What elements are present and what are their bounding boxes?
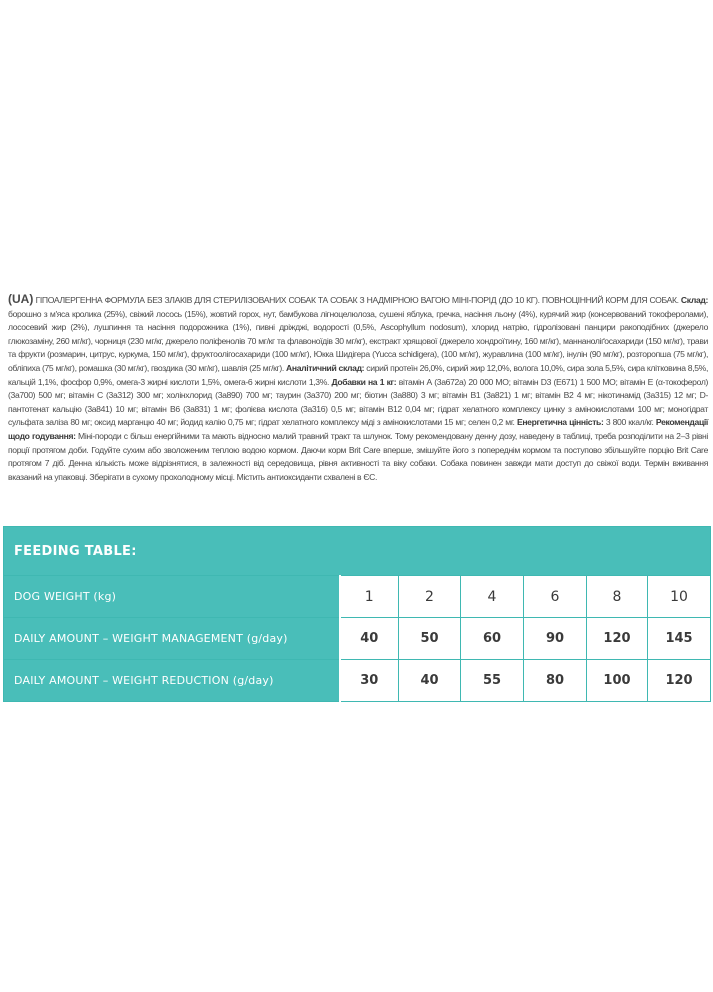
table-title: FEEDING TABLE: xyxy=(4,527,711,576)
product-title-text: ГІПОАЛЕРГЕННА ФОРМУЛА БЕЗ ЗЛАКІВ ДЛЯ СТЕРИЛІЗОВАНИХ СОБАК ТА СОБАК З НАДМІРНОЮ ВАГОЮ МІНІ-ПОРІД (ДО 10 КГ). ПОВНОЦІННИЙ КОРМ ДЛЯ СОБАК. xyxy=(33,295,681,305)
table-cell: 8 xyxy=(587,576,648,618)
table-cell: 40 xyxy=(399,660,461,702)
feeding-table xyxy=(3,526,711,702)
table-cell: 40 xyxy=(340,618,399,660)
table-cell: 30 xyxy=(340,660,399,702)
table-cell: 1 xyxy=(340,576,399,618)
table-row xyxy=(4,660,711,702)
table-cell: 90 xyxy=(524,618,587,660)
table-title-row xyxy=(4,527,711,576)
row-label: DOG WEIGHT (kg) xyxy=(4,576,340,618)
product-description xyxy=(8,293,708,484)
table-row xyxy=(4,576,711,618)
table-cell: 6 xyxy=(524,576,587,618)
table-cell: 60 xyxy=(461,618,524,660)
additives-label: Добавки на 1 кг: xyxy=(331,376,397,387)
table-row xyxy=(4,618,711,660)
table-cell: 50 xyxy=(399,618,461,660)
analysis-label: Аналітичний склад: xyxy=(286,362,365,373)
table-cell: 120 xyxy=(587,618,648,660)
table-cell: 55 xyxy=(461,660,524,702)
feeding-label: Рекомендації щодо годування: xyxy=(8,417,708,441)
row-label: DAILY AMOUNT – WEIGHT REDUCTION (g/day) xyxy=(4,660,340,702)
energy-label: Енергетична цінність: xyxy=(516,417,604,428)
row-label: DAILY AMOUNT – WEIGHT MANAGEMENT (g/day) xyxy=(4,618,340,660)
analysis-text: сирий протеїн 26,0%, сирий жир 12,0%, волога 10,0%, сира зола 5,5%, сира клітковина 8,5%, кальцій 1,1%, фосфор 0,9%, омега-3 жирні кислоти 1,5%, омега-6 жирні кислоти 1,3%. xyxy=(8,362,708,387)
table-cell: 80 xyxy=(524,660,587,702)
table-cell: 10 xyxy=(648,576,711,618)
table-cell: 4 xyxy=(461,576,524,618)
composition-label: Склад: xyxy=(680,295,708,305)
energy-text: 3 800 ккал/кг. xyxy=(603,417,656,428)
table-cell: 145 xyxy=(648,618,711,660)
language-code: (UA) xyxy=(8,292,34,306)
composition-text: борошно з м'яса кролика (25%), свіжий лосось (15%), жовтий горох, нут, бамбукова лігноцелюлоза, сушені яблука, гречка, насіння льону (4%), курячий жир (консервований токоферолами), лососевий жир (2%), лушпиння та насіння подорожника (1%), пивні дріжджі, водорості (0,5%, Ascophyllum nodosum), хлорид натрію, гідролізовані панцири ракоподібних (джерело глюкозаміну, 260 мг/кг), чорниця (230 мг/кг, джерело поліфенолів 70 мг/кг та флавоноїдів 30 мг/кг), екстракт хрящової (джерело хондроїтину, 160 мг/кг), маннаноліґосахариди (150 мг/кг), трави та фрукти (розмарин, цитрус, куркума, 150 мг/кг), фруктоолігосахариди (100 мг/кг), Юкка Шидігера (Yucca schidigera), (100 мг/кг), журавлина (100 мг/кг), інулін (90 мг/кг), розторопша (75 мг/кг), обліпиха (75 мг/кг), ромашка (30 мг/кг), гвоздика (30 мг/кг), шавлія (25 мг/кг). xyxy=(8,308,708,373)
feeding-text: Міні-породи с більш енергійними та мають відносно малий травний тракт та шлунок. Тому рекомендовану денну дозу, наведену в таблиці, треба розподілити на 2–3 рівні порції протягом доби. Годуйте сухим або зволоженим теплою водою кормом. Даючи корм Brit Care вперше, змішуйте його з попереднім кормом та поступово збільшуйте порцію Brit Care протягом 7 діб. Денна кількість може відрізнятися, в залежності від середовища, рівня активності та віку собаки. Собака повинен завжди мати доступ до свіжої води. Термін вживання вказаний на упаковці. Зберігати в сухому прохолодному місці. Містить антиоксиданти схвалені в ЄС. xyxy=(8,430,708,482)
table-cell: 100 xyxy=(587,660,648,702)
table-cell: 120 xyxy=(648,660,711,702)
additives-text: вітамін А (3а672а) 20 000 МО; вітамін D3 (Е671) 1 500 МО; вітамін Е (α-токоферол) (3а700) 500 мг; вітамін С (3а312) 300 мг; холінхлорид (3а890) 700 мг; таурин (3а370) 200 мг; біотин (3а880) 3 мг; вітамін В1 (3а821) 1 мг; вітамін В2 4 мг; нікотинамід (3а315) 12 мг; D-пантотенат кальцію (3а841) 10 мг; вітамін В6 (3а831) 1 мг; фолієва кислота (3а316) 0,5 мг; вітамін В12 0,04 мг; гідрат хелатного комплексу цинку з амінокислотами 100 мг; моногідрат сульфата заліза 80 мг; оксид марганцю 40 мг; йодид калію 0,75 мг; гідрат хелатного комплексу міді з амінокислотами 15 мг; селен 0,2 мг. xyxy=(8,376,708,428)
table-cell: 2 xyxy=(399,576,461,618)
